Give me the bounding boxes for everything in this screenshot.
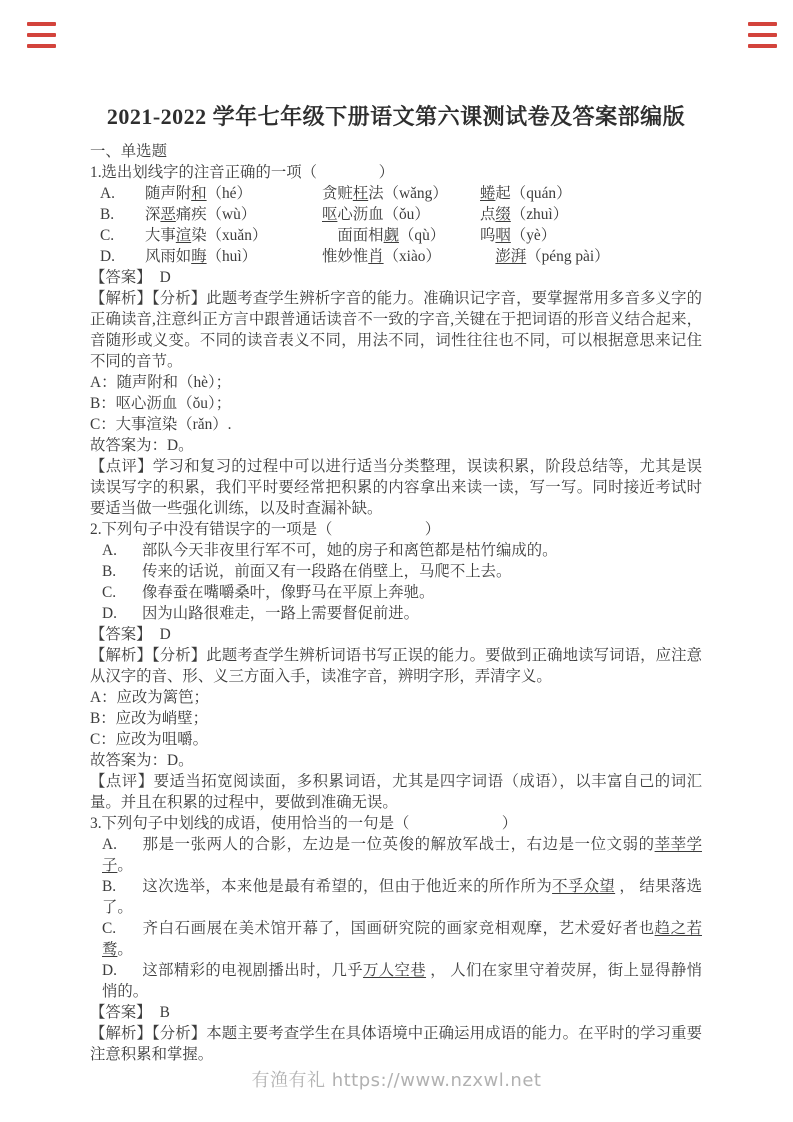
q1-note-a: A：随声附和（hè）； — [90, 374, 232, 391]
q3-a-text: 那是一张两人的合影，左边是一位英俊的解放军战士，右边是一位文弱的莘莘学子。 — [102, 836, 702, 874]
option-letter: B. — [100, 206, 115, 223]
q2-option-b — [90, 561, 702, 582]
q1-b-word-2: 呕心沥血（ǒu） — [322, 206, 430, 223]
red-stamp-icon — [748, 22, 777, 48]
q1-c-word-3: 呜咽（yè） — [480, 227, 557, 244]
stamp-bar — [27, 22, 56, 26]
answer-value: B — [159, 1004, 170, 1021]
q1-note-c: C：大事渲染（rǎn）. — [90, 416, 232, 433]
red-stamp-icon — [27, 22, 56, 48]
q1-option-b — [90, 204, 702, 225]
stamp-bar — [27, 44, 56, 48]
q2-comment: 【点评】要适当拓宽阅读面，多积累词语，尤其是四字词语（成语），以丰富自己的词汇量。并且在积累的过程中，要做到准确无误。 — [90, 773, 702, 811]
q3-answer — [90, 1002, 702, 1023]
stamp-bar — [748, 33, 777, 37]
stamp-bar — [748, 22, 777, 26]
option-letter: C. — [102, 920, 117, 937]
q1-c-word-2: 面面相觑（qù） — [322, 227, 446, 244]
option-letter: C. — [102, 584, 117, 601]
watermark-footer: 有渔有礼 https://www.nzxwl.net — [251, 1070, 542, 1091]
q1-option-d — [90, 246, 702, 267]
q1-b-word-3: 点缀（zhuì） — [480, 206, 569, 223]
answer-value: D — [159, 269, 171, 286]
q2-option-c — [90, 582, 702, 603]
option-letter: D. — [102, 605, 117, 622]
q1-b-word-1: 深恶痛疾（wù） — [145, 206, 257, 223]
q1-d-word-3: 澎湃（péng pài） — [495, 248, 610, 265]
q2-analysis: 【解析】【分析】此题考查学生辨析词语书写正误的能力。要做到正确地读写词语，应注意从汉字的音、形、义三方面入手，读准字音，辨明字形，弄清字义。 — [90, 647, 702, 685]
q1-note-b: B：呕心沥血（ǒu）； — [90, 395, 232, 412]
answer-value: D — [159, 626, 171, 643]
q1-a-word-1: 随声附和（hé） — [145, 185, 252, 202]
option-letter: B. — [102, 563, 117, 580]
q1-a-word-2: 贪赃枉法（wǎng） — [322, 185, 448, 202]
section-heading: 一、单选题 — [90, 143, 167, 160]
q1-stem: 1.选出划线字的注音正确的一项（ ） — [90, 164, 394, 181]
page-title: 2021-2022 学年七年级下册语文第六课测试卷及答案部编版 — [106, 104, 686, 129]
option-letter: B. — [102, 878, 117, 895]
q1-d-word-2: 惟妙惟肖（xiào） — [322, 248, 441, 265]
answer-label: 【答案】 — [90, 269, 152, 286]
q3-option-a — [90, 834, 702, 876]
q1-answer — [90, 267, 702, 288]
answer-label: 【答案】 — [90, 626, 152, 643]
option-letter: A. — [102, 836, 117, 853]
q1-c-word-1: 大事渲染（xuǎn） — [145, 227, 268, 244]
q1-comment: 【点评】学习和复习的过程中可以进行适当分类整理，误读积累，阶段总结等，尤其是误读误写字的积累，我们平时要经常把积累的内容拿出来读一读，写一写。同时接近考试时要适当做一些强化训练，以及时查漏补缺。 — [90, 458, 702, 517]
q3-option-d — [90, 960, 702, 1002]
q2-note-conclusion: 故答案为：D。 — [90, 752, 194, 769]
option-letter: A. — [102, 542, 117, 559]
q1-option-c — [90, 225, 702, 246]
q3-stem: 3.下列句子中划线的成语，使用恰当的一句是（ ） — [90, 815, 518, 832]
q3-c-text: 齐白石画展在美术馆开幕了，国画研究院的画家竞相观摩，艺术爱好者也趋之若鹜。 — [102, 920, 702, 958]
q2-stem: 2.下列句子中没有错误字的一项是（ ） — [90, 521, 441, 538]
q2-b-text: 传来的话说，前面又有一段路在俏壁上，马爬不上去。 — [142, 563, 512, 580]
option-letter: D. — [102, 962, 117, 979]
q2-option-a — [90, 540, 702, 561]
stamp-bar — [748, 44, 777, 48]
q2-answer — [90, 624, 702, 645]
q2-note-a: A：应改为篱笆； — [90, 689, 209, 706]
q1-d-word-1: 风雨如晦（huì） — [145, 248, 258, 265]
q3-analysis: 【解析】【分析】本题主要考查学生在具体语境中正确运用成语的能力。在平时的学习重要注意积累和掌握。 — [90, 1025, 702, 1063]
q2-c-text: 像春蚕在嘴嚼桑叶，像野马在平原上奔驰。 — [142, 584, 435, 601]
q2-a-text: 部队今天非夜里行军不可，她的房子和离笆都是枯竹编成的。 — [142, 542, 558, 559]
option-letter: C. — [100, 227, 115, 244]
q3-b-text: 这次选举，本来他是最有希望的，但由于他近来的所作所为不孚众望 ， 结果落选了。 — [102, 878, 702, 916]
q2-d-text: 因为山路很难走，一路上需要督促前进。 — [142, 605, 420, 622]
q1-note-conclusion: 故答案为：D。 — [90, 437, 194, 454]
q1-option-a — [90, 183, 702, 204]
q1-a-word-3: 蜷起（quán） — [480, 185, 572, 202]
option-letter: D. — [100, 248, 115, 265]
q3-option-b — [90, 876, 702, 918]
q2-option-d — [90, 603, 702, 624]
answer-label: 【答案】 — [90, 1004, 152, 1021]
q3-d-text: 这部精彩的电视剧播出时，几乎万人空巷 ， 人们在家里守着荧屏，街上显得静悄悄的。 — [102, 962, 702, 1000]
q2-note-c: C：应改为咀嚼。 — [90, 731, 208, 748]
option-letter: A. — [100, 185, 115, 202]
q2-note-b: B：应改为峭壁； — [90, 710, 208, 727]
stamp-bar — [27, 33, 56, 37]
q1-analysis: 【解析】【分析】此题考查学生辨析字音的能力。准确识记字音，要掌握常用多音多义字的正确读音,注意纠正方言中跟普通话读音不一致的字音,关键在于把词语的形音义结合起来，音随形或义变。不同的读音表义不同，用法不同，词性往往也不同，可以根据意思来记住不同的音节。 — [90, 290, 702, 370]
q3-option-c — [90, 918, 702, 960]
